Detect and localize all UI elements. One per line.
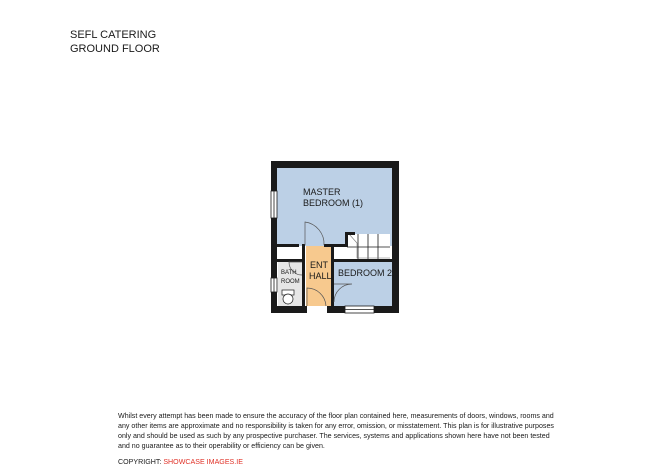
ent-hall-label-2: HALL [309,271,332,281]
toilet-bowl [283,294,293,304]
bedroom2-label: BEDROOM 2 [338,268,393,278]
floor-title: GROUND FLOOR [70,43,160,55]
bathroom-label: BATH [281,270,297,276]
property-title: SEFL CATERING [70,29,157,41]
copyright-line [118,457,243,467]
ent-hall-label: ENT [310,260,328,270]
disclaimer-text: Whilst every attempt has been made to ensure the accuracy of the floor plan contained here, measurements of doors, windows, rooms and any other items are approximate and no responsibility is taken for any error, omission, or misstatement. This plan is for illustrative purposes only and should be used as such by any prospective purchaser. The services, systems and applications shown here have not been tested and no guarantee as to their operability or efficiency can be given. [118,412,554,450]
master-bedroom-label: MASTER [303,187,341,197]
bath-fixtures [282,290,294,304]
copyright-brand: SHOWCASE IMAGES.IE [163,458,243,466]
master-bedroom-label-2: BEDROOM (1) [303,198,364,208]
copyright-prefix: COPYRIGHT: [118,458,164,466]
bathroom-label-2: ROOM [281,279,300,285]
